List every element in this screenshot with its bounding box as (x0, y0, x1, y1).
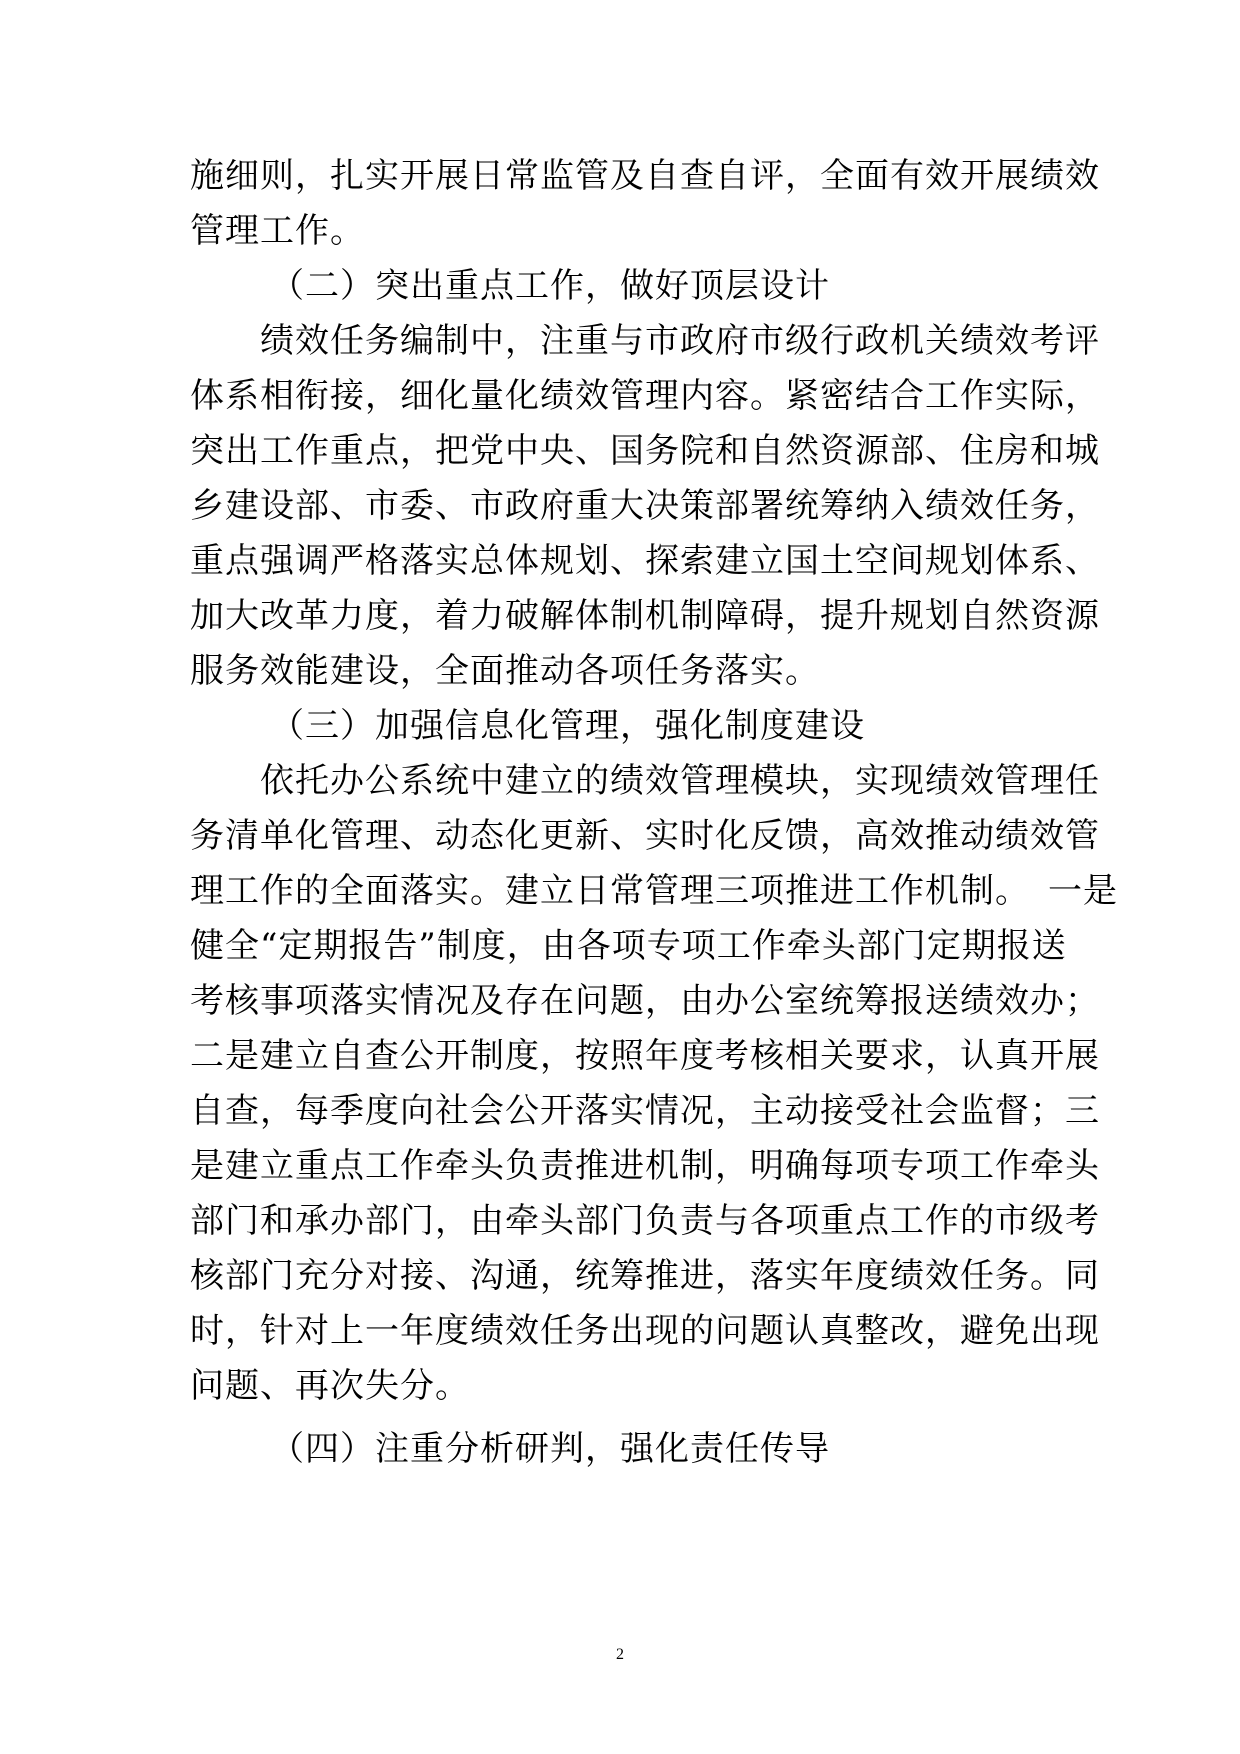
text-line: 考核事项落实情况及存在问题，由办公室统筹报送绩效办； (190, 981, 1100, 1021)
text-line: 突出工作重点，把党中央、国务院和自然资源部、住房和城 (190, 431, 1100, 471)
text-line: 加大改革力度，着力破解体制机制障碍，提升规划自然资源 (190, 596, 1100, 636)
text-line: 务清单化管理、动态化更新、实时化反馈，高效推动绩效管 (190, 816, 1100, 856)
text-line: 施细则，扎实开展日常监管及自查自评，全面有效开展绩效 (190, 156, 1100, 196)
section-heading: （三）加强信息化管理，强化制度建设 (270, 706, 865, 746)
text-line: 体系相衔接，细化量化绩效管理内容。紧密结合工作实际， (190, 376, 1100, 416)
text-line: 是建立重点工作牵头负责推进机制，明确每项专项工作牵头 (190, 1146, 1100, 1186)
text-line: 理工作的全面落实。建立日常管理三项推进工作机制。 一是 (190, 871, 1118, 911)
section-heading: （四）注重分析研判，强化责任传导 (270, 1429, 830, 1469)
text-line: 二是建立自查公开制度，按照年度考核相关要求，认真开展 (190, 1036, 1100, 1076)
section-heading: （二）突出重点工作，做好顶层设计 (270, 266, 830, 306)
text-line: 服务效能建设，全面推动各项任务落实。 (190, 651, 820, 691)
text-line: 自查，每季度向社会公开落实情况，主动接受社会监督；三 (190, 1091, 1100, 1131)
text-line: 部门和承办部门，由牵头部门负责与各项重点工作的市级考 (190, 1201, 1100, 1241)
paragraph-first-line: 依托办公系统中建立的绩效管理模块，实现绩效管理任 (260, 761, 1100, 801)
page-number: 2 (616, 1646, 624, 1663)
paragraph-first-line: 绩效任务编制中，注重与市政府市级行政机关绩效考评 (260, 321, 1100, 361)
text-line: 时，针对上一年度绩效任务出现的问题认真整改，避免出现 (190, 1311, 1100, 1351)
text-line: 健全“定期报告”制度，由各项专项工作牵头部门定期报送 (190, 926, 1067, 966)
text-line: 乡建设部、市委、市政府重大决策部署统筹纳入绩效任务， (190, 486, 1100, 526)
text-line: 管理工作。 (190, 211, 365, 251)
text-line: 核部门充分对接、沟通，统筹推进，落实年度绩效任务。同 (190, 1256, 1100, 1296)
document-body (190, 155, 1118, 1483)
text-line: 问题、再次失分。 (190, 1366, 470, 1406)
text-line: 重点强调严格落实总体规划、探索建立国土空间规划体系、 (190, 541, 1100, 581)
